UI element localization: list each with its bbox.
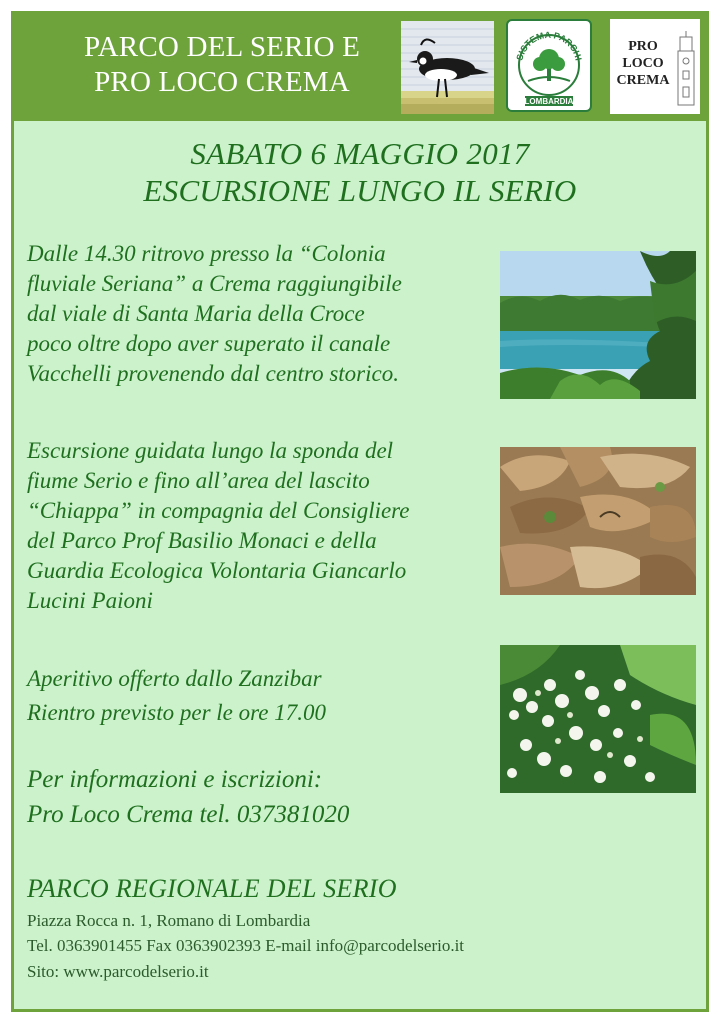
excursion-paragraph: Escursione guidata lungo la sponda del fiume Serio e fino all’area del lascito “Chiappa” in compagnia del Consigliere del Parco Prof Basilio Monaci e della Guardia Ecologica Volontaria Giancarlo Lucini Paioni (27, 438, 410, 613)
lake-photo (500, 251, 696, 399)
event-date: SABATO 6 MAGGIO 2017 (190, 136, 530, 171)
meeting-paragraph: Dalle 14.30 ritrovo presso la “Colonia fluviale Seriana” a Crema raggiungibile dal viale di Santa Maria della Croce poco oltre dopo aver superato il canale Vacchelli provenendo dal centro storico. (27, 241, 402, 386)
parco-serio-logo (401, 21, 494, 114)
lapwing-icon (401, 21, 494, 114)
leaves-photo (500, 447, 696, 595)
pro-loco-logo-text: PRO LOCO CREMA (616, 39, 670, 88)
header-title (32, 30, 412, 100)
tree-icon (508, 21, 590, 110)
header-banner (14, 14, 706, 121)
flowers-photo (500, 645, 696, 793)
event-name: ESCURSIONE LUNGO IL SERIO (143, 173, 577, 208)
sistema-parchi-logo (506, 19, 592, 112)
tower-icon (674, 29, 698, 107)
lake-image (500, 251, 696, 399)
header-title-line1: PARCO DEL SERIO E (84, 31, 360, 63)
svg-text:SISTEMA PARCHI: SISTEMA PARCHI (514, 29, 584, 62)
footer-phones: Tel. 0363901455 Fax 0363902393 E-mail info@parcodelserio.it (27, 936, 465, 955)
header-title-line2: PRO LOCO CREMA (94, 66, 350, 98)
pro-loco-logo (610, 19, 700, 114)
flowers-image (500, 645, 696, 793)
svg-text:LOMBARDIA: LOMBARDIA (524, 97, 574, 106)
return-line: Rientro previsto per le ore 17.00 (27, 700, 326, 725)
footer-address: Piazza Rocca n. 1, Romano di Lombardia (27, 911, 311, 930)
leaves-image (500, 447, 696, 595)
aperitivo-line: Aperitivo offerto dallo Zanzibar (27, 666, 322, 691)
contact-heading: Per informazioni e iscrizioni: (27, 766, 323, 793)
flyer (11, 11, 709, 1012)
footer-org: PARCO REGIONALE DEL SERIO (27, 874, 397, 903)
footer-site: Sito: www.parcodelserio.it (27, 962, 209, 981)
contact-line: Pro Loco Crema tel. 037381020 (27, 801, 350, 828)
